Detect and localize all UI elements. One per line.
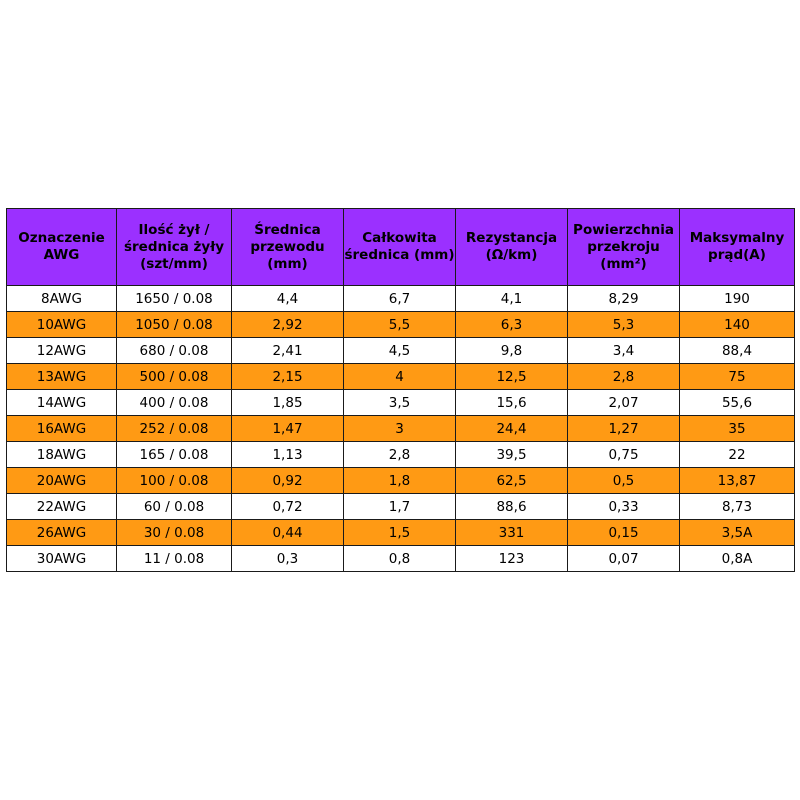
cell-rezystancja: 24,4 — [456, 416, 568, 442]
cell-rezystancja: 39,5 — [456, 442, 568, 468]
table-row — [7, 520, 795, 546]
cell-maksymalny-prad: 13,87 — [680, 468, 795, 494]
cell-calkowita-srednica: 4 — [344, 364, 456, 390]
cell-awg: 30AWG — [7, 546, 117, 572]
cell-powierzchnia: 0,75 — [568, 442, 680, 468]
cell-zyly: 60 / 0.08 — [117, 494, 232, 520]
table-header — [7, 209, 795, 286]
cell-powierzchnia: 0,07 — [568, 546, 680, 572]
table-row — [7, 546, 795, 572]
table-body — [7, 286, 795, 572]
cell-rezystancja: 6,3 — [456, 312, 568, 338]
table-row — [7, 364, 795, 390]
cell-rezystancja: 15,6 — [456, 390, 568, 416]
cell-powierzchnia: 2,07 — [568, 390, 680, 416]
cell-calkowita-srednica: 0,8 — [344, 546, 456, 572]
awg-cable-table-wrapper — [6, 208, 794, 572]
cell-calkowita-srednica: 1,5 — [344, 520, 456, 546]
cell-awg: 12AWG — [7, 338, 117, 364]
cell-zyly: 1050 / 0.08 — [117, 312, 232, 338]
cell-awg: 10AWG — [7, 312, 117, 338]
cell-zyly: 252 / 0.08 — [117, 416, 232, 442]
cell-powierzchnia: 0,5 — [568, 468, 680, 494]
cell-maksymalny-prad: 55,6 — [680, 390, 795, 416]
cell-awg: 20AWG — [7, 468, 117, 494]
cell-zyly: 100 / 0.08 — [117, 468, 232, 494]
cell-maksymalny-prad: 190 — [680, 286, 795, 312]
cell-powierzchnia: 0,15 — [568, 520, 680, 546]
cell-zyly: 680 / 0.08 — [117, 338, 232, 364]
cell-zyly: 165 / 0.08 — [117, 442, 232, 468]
awg-cable-table — [6, 208, 795, 572]
cell-zyly: 11 / 0.08 — [117, 546, 232, 572]
cell-srednica-przewodu: 2,41 — [232, 338, 344, 364]
cell-powierzchnia: 2,8 — [568, 364, 680, 390]
cell-powierzchnia: 8,29 — [568, 286, 680, 312]
cell-rezystancja: 12,5 — [456, 364, 568, 390]
table-row — [7, 416, 795, 442]
cell-awg: 14AWG — [7, 390, 117, 416]
cell-maksymalny-prad: 0,8A — [680, 546, 795, 572]
cell-srednica-przewodu: 0,3 — [232, 546, 344, 572]
cell-srednica-przewodu: 1,85 — [232, 390, 344, 416]
header-powierzchnia-przekroju: Powierzchnia przekroju (mm²) — [568, 209, 680, 286]
cell-awg: 8AWG — [7, 286, 117, 312]
cell-calkowita-srednica: 6,7 — [344, 286, 456, 312]
cell-rezystancja: 88,6 — [456, 494, 568, 520]
table-row — [7, 312, 795, 338]
cell-powierzchnia: 1,27 — [568, 416, 680, 442]
cell-maksymalny-prad: 75 — [680, 364, 795, 390]
cell-awg: 18AWG — [7, 442, 117, 468]
header-oznaczenie-awg: Oznaczenie AWG — [7, 209, 117, 286]
cell-rezystancja: 9,8 — [456, 338, 568, 364]
cell-maksymalny-prad: 35 — [680, 416, 795, 442]
cell-awg: 22AWG — [7, 494, 117, 520]
cell-srednica-przewodu: 1,47 — [232, 416, 344, 442]
cell-calkowita-srednica: 1,8 — [344, 468, 456, 494]
cell-srednica-przewodu: 0,72 — [232, 494, 344, 520]
cell-srednica-przewodu: 4,4 — [232, 286, 344, 312]
cell-maksymalny-prad: 88,4 — [680, 338, 795, 364]
cell-calkowita-srednica: 1,7 — [344, 494, 456, 520]
cell-srednica-przewodu: 2,92 — [232, 312, 344, 338]
header-rezystancja: Rezystancja (Ω/km) — [456, 209, 568, 286]
cell-zyly: 400 / 0.08 — [117, 390, 232, 416]
table-row — [7, 468, 795, 494]
cell-rezystancja: 62,5 — [456, 468, 568, 494]
table-row — [7, 390, 795, 416]
cell-srednica-przewodu: 0,44 — [232, 520, 344, 546]
cell-calkowita-srednica: 4,5 — [344, 338, 456, 364]
cell-calkowita-srednica: 5,5 — [344, 312, 456, 338]
cell-awg: 16AWG — [7, 416, 117, 442]
header-srednica-przewodu: Średnica przewodu (mm) — [232, 209, 344, 286]
cell-calkowita-srednica: 3,5 — [344, 390, 456, 416]
cell-rezystancja: 331 — [456, 520, 568, 546]
table-row — [7, 442, 795, 468]
header-calkowita-srednica: Całkowita średnica (mm) — [344, 209, 456, 286]
table-row — [7, 286, 795, 312]
cell-powierzchnia: 3,4 — [568, 338, 680, 364]
cell-awg: 13AWG — [7, 364, 117, 390]
cell-calkowita-srednica: 2,8 — [344, 442, 456, 468]
cell-rezystancja: 4,1 — [456, 286, 568, 312]
cell-zyly: 1650 / 0.08 — [117, 286, 232, 312]
cell-awg: 26AWG — [7, 520, 117, 546]
cell-zyly: 30 / 0.08 — [117, 520, 232, 546]
header-ilosc-zyl: Ilość żył / średnica żyły (szt/mm) — [117, 209, 232, 286]
cell-calkowita-srednica: 3 — [344, 416, 456, 442]
cell-srednica-przewodu: 2,15 — [232, 364, 344, 390]
cell-maksymalny-prad: 140 — [680, 312, 795, 338]
cell-maksymalny-prad: 8,73 — [680, 494, 795, 520]
cell-rezystancja: 123 — [456, 546, 568, 572]
cell-zyly: 500 / 0.08 — [117, 364, 232, 390]
cell-maksymalny-prad: 3,5A — [680, 520, 795, 546]
cell-srednica-przewodu: 1,13 — [232, 442, 344, 468]
header-maksymalny-prad: Maksymalny prąd(A) — [680, 209, 795, 286]
cell-srednica-przewodu: 0,92 — [232, 468, 344, 494]
header-row — [7, 209, 795, 286]
cell-powierzchnia: 0,33 — [568, 494, 680, 520]
cell-maksymalny-prad: 22 — [680, 442, 795, 468]
table-row — [7, 338, 795, 364]
table-row — [7, 494, 795, 520]
cell-powierzchnia: 5,3 — [568, 312, 680, 338]
